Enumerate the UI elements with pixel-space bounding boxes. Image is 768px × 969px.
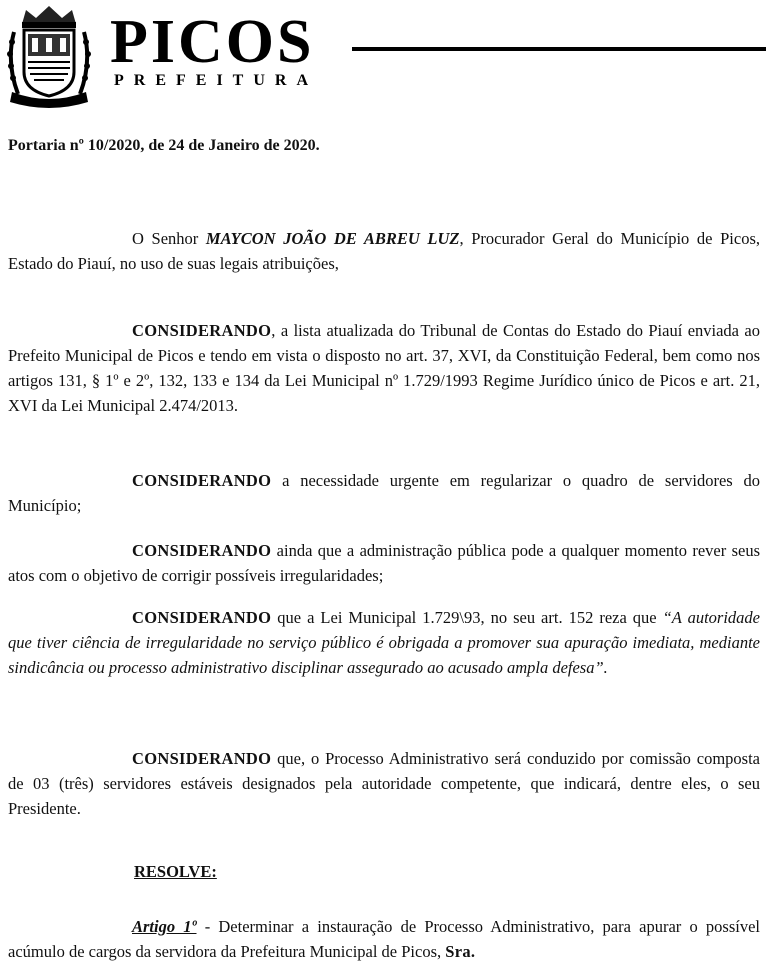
document-title: Portaria nº 10/2020, de 24 de Janeiro de 2020. — [8, 137, 320, 154]
intro-paragraph — [8, 226, 760, 276]
considerando-paragraph — [8, 746, 760, 821]
header-divider — [352, 47, 766, 51]
intro-pre: O Senhor — [132, 229, 206, 248]
artigo-paragraph — [8, 914, 760, 964]
considerando-paragraph — [8, 605, 760, 680]
considerando-label: CONSIDERANDO — [132, 749, 272, 768]
brand-subtitle: PREFEITURA — [114, 72, 319, 89]
artigo-tail: Sra. — [445, 942, 476, 961]
considerando-label: CONSIDERANDO — [132, 321, 272, 340]
considerando-label: CONSIDERANDO — [132, 541, 272, 560]
official-name: MAYCON JOÃO DE ABREU LUZ — [205, 229, 460, 248]
artigo-label: Artigo 1º — [132, 917, 197, 936]
considerando-text: que a Lei Municipal 1.729\93, no seu art. 152 reza que — [271, 608, 663, 627]
artigo-text: - Determinar a instauração de Processo Administrativo, para apurar o possível acúmulo de cargos da servidora da Prefeitura Municipal de Picos, — [8, 917, 761, 961]
resolve-heading: RESOLVE: — [134, 862, 217, 881]
considerando-paragraph — [8, 538, 760, 588]
considerando-label: CONSIDERANDO — [132, 471, 272, 490]
considerando-text: ainda que a administração pública pode a qualquer momento rever seus atos com o objetivo de corrigir possíveis irregularidades; — [8, 541, 760, 585]
considerando-text: que, o Processo Administrativo será conduzido por comissão composta de 03 (três) servidores estáveis designados pela autoridade competente, que indicará, dentre eles, o seu Presidente. — [8, 749, 760, 818]
considerando-text: a necessidade urgente em regularizar o quadro de servidores do Município; — [8, 471, 760, 515]
considerando-label: CONSIDERANDO — [132, 608, 272, 627]
intro-post: , Procurador Geral do Município de Picos, Estado do Piauí, no uso de suas legais atribuições, — [8, 229, 760, 273]
considerando-text: , a lista atualizada do Tribunal de Contas do Estado do Piauí enviada ao Prefeito Municipal de Picos e tendo em vista o disposto no art. 37, XVI, da Constituição Federal, bem como nos artigos 131, § 1º e 2º, 132, 133 e 134 da Lei Municipal nº 1.729/1993 Regime Jurídico único de Picos e art. 21, XVI da Lei Municipal 2.474/2013. — [8, 321, 760, 415]
brand — [110, 8, 319, 90]
considerando-paragraph — [8, 318, 760, 418]
considerando-paragraph — [8, 468, 760, 518]
law-quote: “A autoridade que tiver ciência de irregularidade no serviço público é obrigada a promover sua apuração imediata, mediante sindicância ou processo administrativo disciplinar assegurado ao acusado ampla defesa”. — [8, 608, 760, 677]
document-header — [0, 0, 768, 120]
municipal-coat-of-arms-icon — [4, 2, 94, 110]
brand-name: PICOS — [110, 8, 315, 76]
